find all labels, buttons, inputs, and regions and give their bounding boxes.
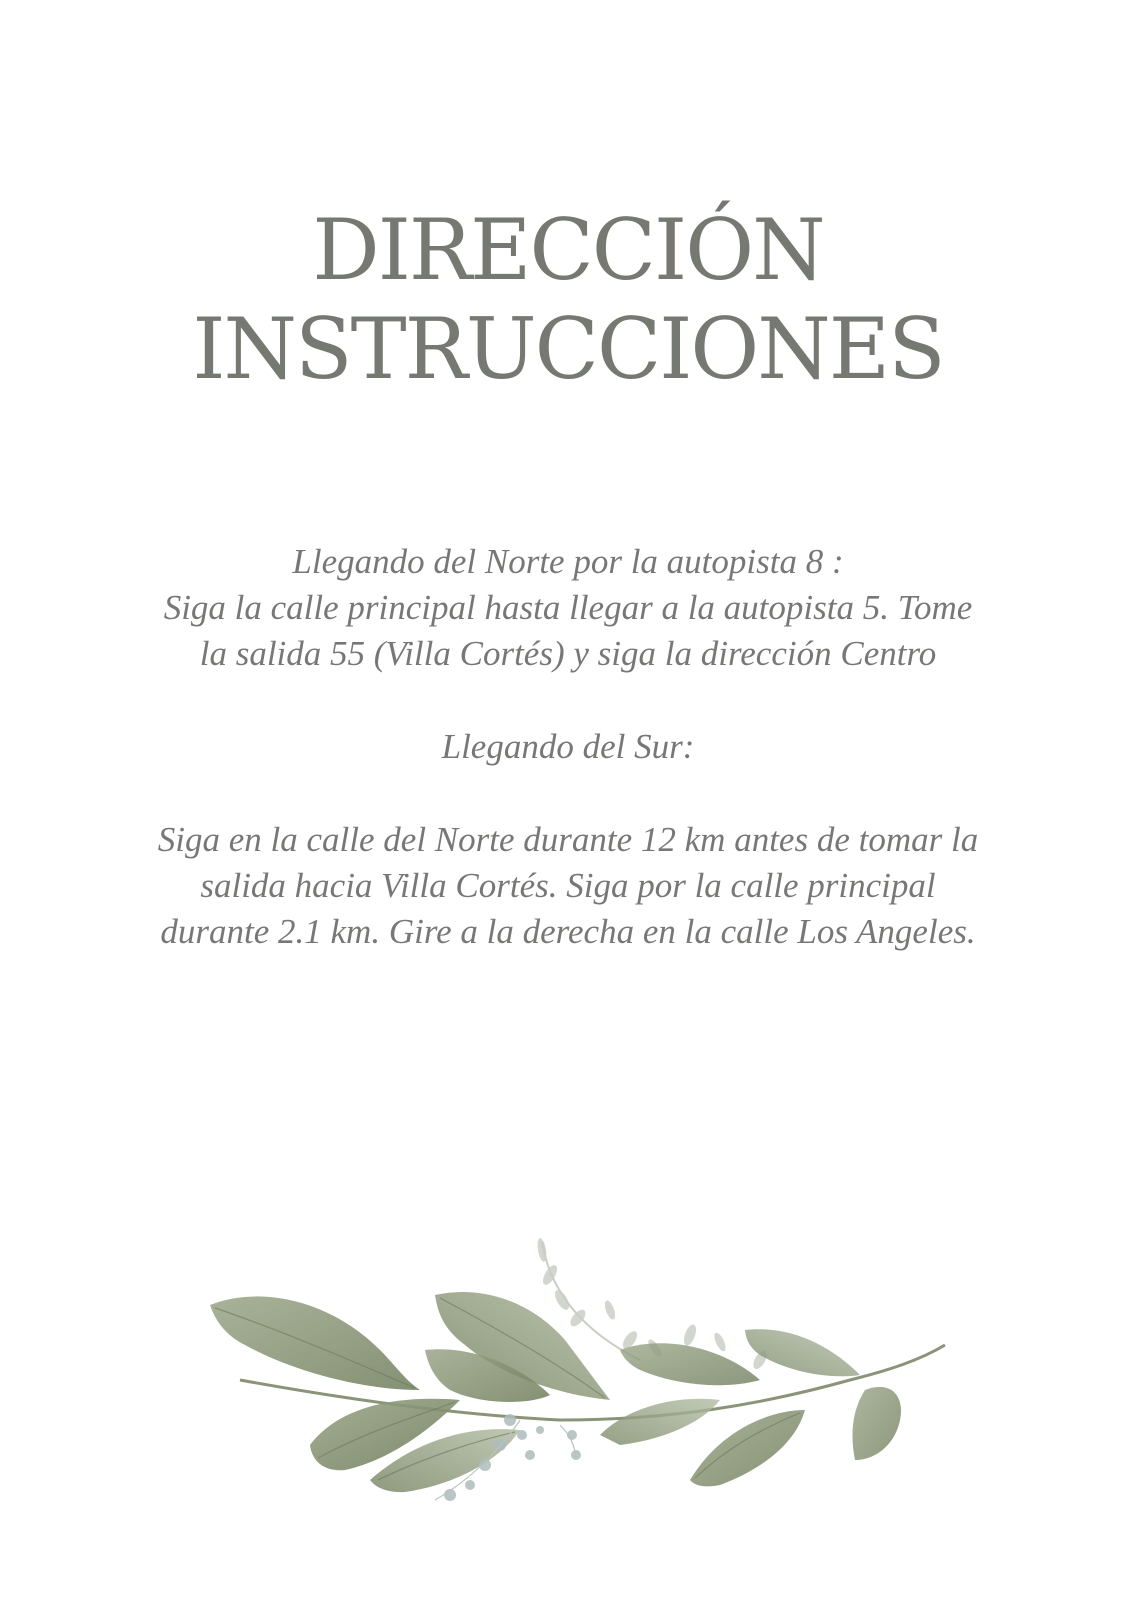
watercolor-leaf-branch-icon: [200, 1230, 960, 1520]
south-directions-line: salida hacia Villa Cortés. Siga por la calle principal: [200, 866, 936, 905]
south-directions-line: durante 2.1 km. Gire a la derecha en la calle Los Angeles.: [160, 912, 976, 951]
south-directions: [0, 817, 1136, 955]
south-directions-line: Siga en la calle del Norte durante 12 km antes de tomar la: [157, 820, 979, 859]
north-directions-line: la salida 55 (Villa Cortés) y siga la dirección Centro: [199, 634, 937, 673]
north-directions-line: Siga la calle principal hasta llegar a la autopista 5. Tome: [163, 588, 973, 627]
page-title-line-2: INSTRUCCIONES: [192, 300, 944, 398]
south-heading: Llegando del Sur:: [441, 727, 695, 766]
page-title-line-1: DIRECCIÓN: [312, 201, 824, 299]
north-directions-line: Llegando del Norte por la autopista 8 :: [292, 542, 844, 581]
north-directions: [0, 539, 1136, 677]
